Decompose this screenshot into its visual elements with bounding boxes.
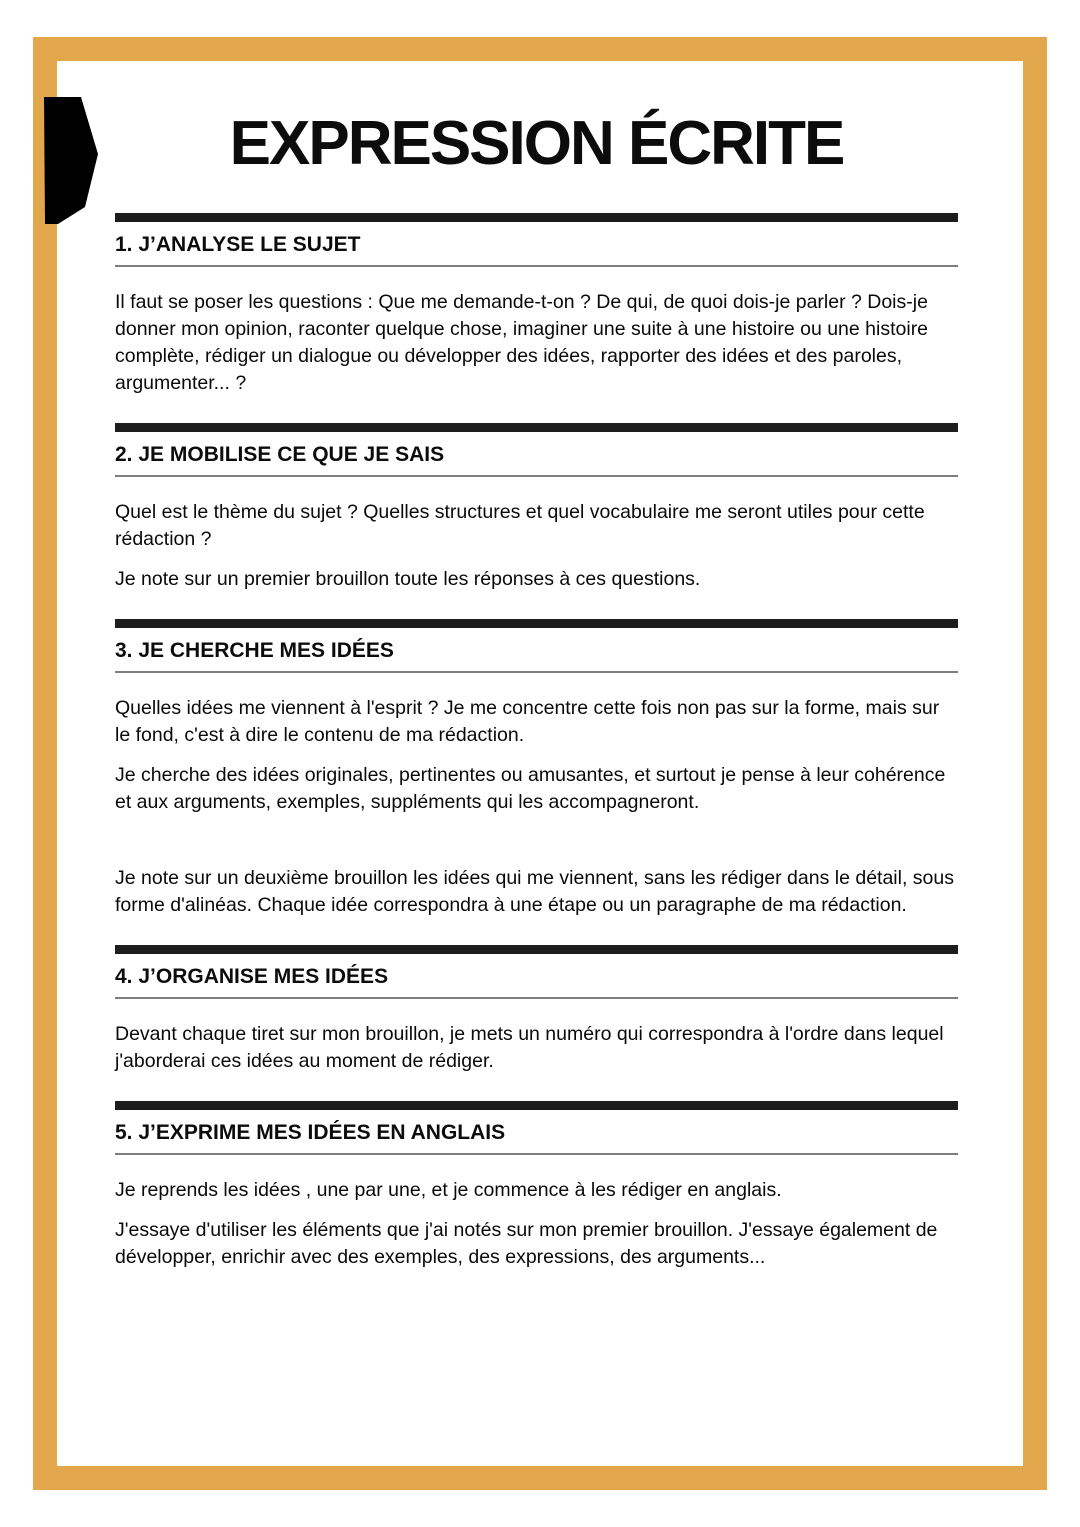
paragraph: Je note sur un deuxième brouillon les idées qui me viennent, sans les rédiger dans le détail, sous forme d'alinéas. Chaque idée correspondra à une étape ou un paragraphe de ma rédaction. (115, 867, 954, 916)
section (115, 945, 958, 1075)
page-content (115, 61, 958, 1271)
heading-underline (115, 265, 958, 267)
heading-top-bar (115, 619, 958, 628)
section-paragraphs (115, 1177, 958, 1271)
section-heading: 2. JE MOBILISE CE QUE JE SAIS (115, 443, 445, 466)
section-paragraphs (115, 1021, 958, 1075)
section-heading: 1. J’ANALYSE LE SUJET (115, 233, 361, 256)
sections (115, 213, 958, 1271)
section-paragraphs (115, 289, 958, 397)
heading-underline (115, 1153, 958, 1155)
heading-underline (115, 475, 958, 477)
page-title: EXPRESSION ÉCRITE (229, 109, 844, 178)
heading-top-bar (115, 945, 958, 954)
paragraph: Quel est le thème du sujet ? Quelles structures et quel vocabulaire me seront utiles pour cette rédaction ? (115, 501, 925, 550)
paragraph: Je reprends les idées , une par une, et je commence à les rédiger en anglais. (115, 1179, 782, 1201)
section-heading: 3. JE CHERCHE MES IDÉES (115, 639, 394, 662)
paragraph: Je cherche des idées originales, pertinentes ou amusantes, et surtout je pense à leur cohérence et aux arguments, exemples, suppléments qui les accompagneront. (115, 764, 946, 813)
section-paragraphs (115, 695, 958, 919)
heading-top-bar (115, 1101, 958, 1110)
section (115, 619, 958, 919)
section-paragraphs (115, 499, 958, 593)
paragraph: Quelles idées me viennent à l'esprit ? Je me concentre cette fois non pas sur la forme, mais sur le fond, c'est à dire le contenu de ma rédaction. (115, 697, 940, 746)
section-heading: 4. J’ORGANISE MES IDÉES (115, 965, 389, 988)
heading-top-bar (115, 213, 958, 222)
heading-underline (115, 997, 958, 999)
section-heading: 5. J’EXPRIME MES IDÉES EN ANGLAIS (115, 1121, 506, 1144)
paragraph: Il faut se poser les questions : Que me demande-t-on ? De qui, de quoi dois-je parler ? Dois-je donner mon opinion, raconter quelque chose, imaginer une suite à une histoire ou une histoire complète, rédiger un dialogue ou développer des idées, rapporter des idées et des paroles, argumenter... ? (115, 291, 929, 394)
paragraph: J'essaye d'utiliser les éléments que j'ai notés sur mon premier brouillon. J'essaye également de développer, enrichir avec des exemples, des expressions, des arguments... (115, 1219, 938, 1268)
paragraph: Devant chaque tiret sur mon brouillon, je mets un numéro qui correspondra à l'ordre dans lequel j'aborderai ces idées au moment de rédiger. (115, 1023, 944, 1072)
heading-underline (115, 671, 958, 673)
section (115, 213, 958, 397)
heading-top-bar (115, 423, 958, 432)
bookmark-ribbon-icon (44, 97, 98, 225)
paragraph: Je note sur un premier brouillon toute les réponses à ces questions. (115, 568, 701, 590)
section (115, 423, 958, 593)
section (115, 1101, 958, 1271)
